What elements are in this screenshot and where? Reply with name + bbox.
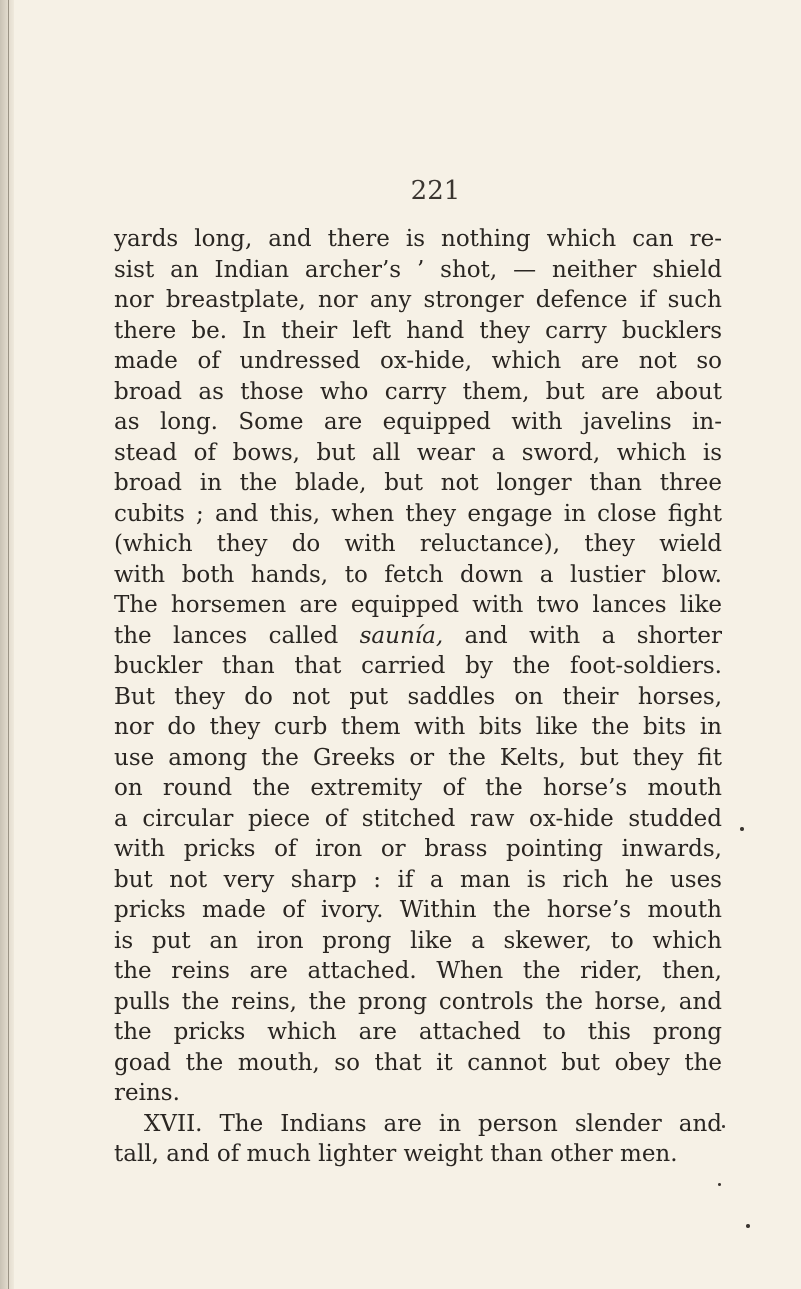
text-line: the pricks which are attached to this prong	[114, 1019, 722, 1045]
body-text	[114, 224, 722, 1170]
text-line: pulls the reins, the prong controls the horse, and	[114, 988, 722, 1015]
text-line: the reins are attached. When the rider, then,	[114, 958, 722, 984]
text-line: stead of bows, but all wear a sword, which is	[114, 439, 722, 466]
text-fragment: the lances called	[114, 622, 339, 649]
paper-speck	[740, 827, 744, 831]
text-line: with both hands, to fetch down a lustier blow.	[114, 561, 722, 588]
text-line: But they do not put saddles on their horses,	[114, 683, 722, 710]
text-line: there be. In their left hand they carry bucklers	[114, 317, 722, 344]
text-line: with pricks of iron or brass pointing inwards,	[114, 836, 722, 862]
text-line: pricks made of ivory. Within the horse’s mouth	[114, 897, 722, 923]
text-line: The horsemen are equipped with two lances like	[114, 592, 722, 618]
text-line: but not very sharp : if a man is rich he uses	[114, 866, 722, 893]
text-line: as long. Some are equipped with javelins in-	[114, 409, 722, 435]
text-line: a circular piece of stitched raw ox-hide studded	[114, 805, 722, 832]
paper-speck	[718, 1183, 721, 1186]
text-line: on round the extremity of the horse’s mouth	[114, 775, 722, 801]
text-line: nor do they curb them with bits like the bits in	[114, 714, 722, 740]
text-line-with-italic	[114, 621, 722, 652]
text-line: broad as those who carry them, but are about	[114, 378, 722, 405]
text-line: goad the mouth, so that it cannot but obey the	[114, 1049, 722, 1076]
text-line: nor breastplate, nor any stronger defence if such	[114, 287, 722, 313]
text-line: use among the Greeks or the Kelts, but they fit	[114, 744, 722, 771]
text-line: reins.	[114, 1080, 180, 1106]
text-line: made of undressed ox-hide, which are not so	[114, 348, 722, 374]
text-fragment: and with a shorter	[464, 622, 722, 649]
section-start-line: XVII. The Indians are in person slender and	[144, 1110, 722, 1137]
paper-speck	[722, 1125, 725, 1128]
text-line: yards long, and there is nothing which can re-	[114, 226, 722, 252]
text-line: is put an iron prong like a skewer, to which	[114, 927, 722, 954]
text-line: broad in the blade, but not longer than three	[114, 470, 722, 496]
text-line: (which they do with reluctance), they wield	[114, 531, 722, 557]
text-line: cubits ; and this, when they engage in close fight	[114, 500, 722, 527]
text-line: tall, and of much lighter weight than other men.	[114, 1141, 678, 1167]
page-number: 221	[410, 176, 461, 206]
italic-term: sauníа,	[359, 622, 444, 649]
text-line: buckler than that carried by the foot-soldiers.	[114, 653, 722, 679]
text-line: sist an Indian archer’s ’ shot, — neither shield	[114, 256, 722, 283]
paper-speck	[746, 1224, 750, 1228]
